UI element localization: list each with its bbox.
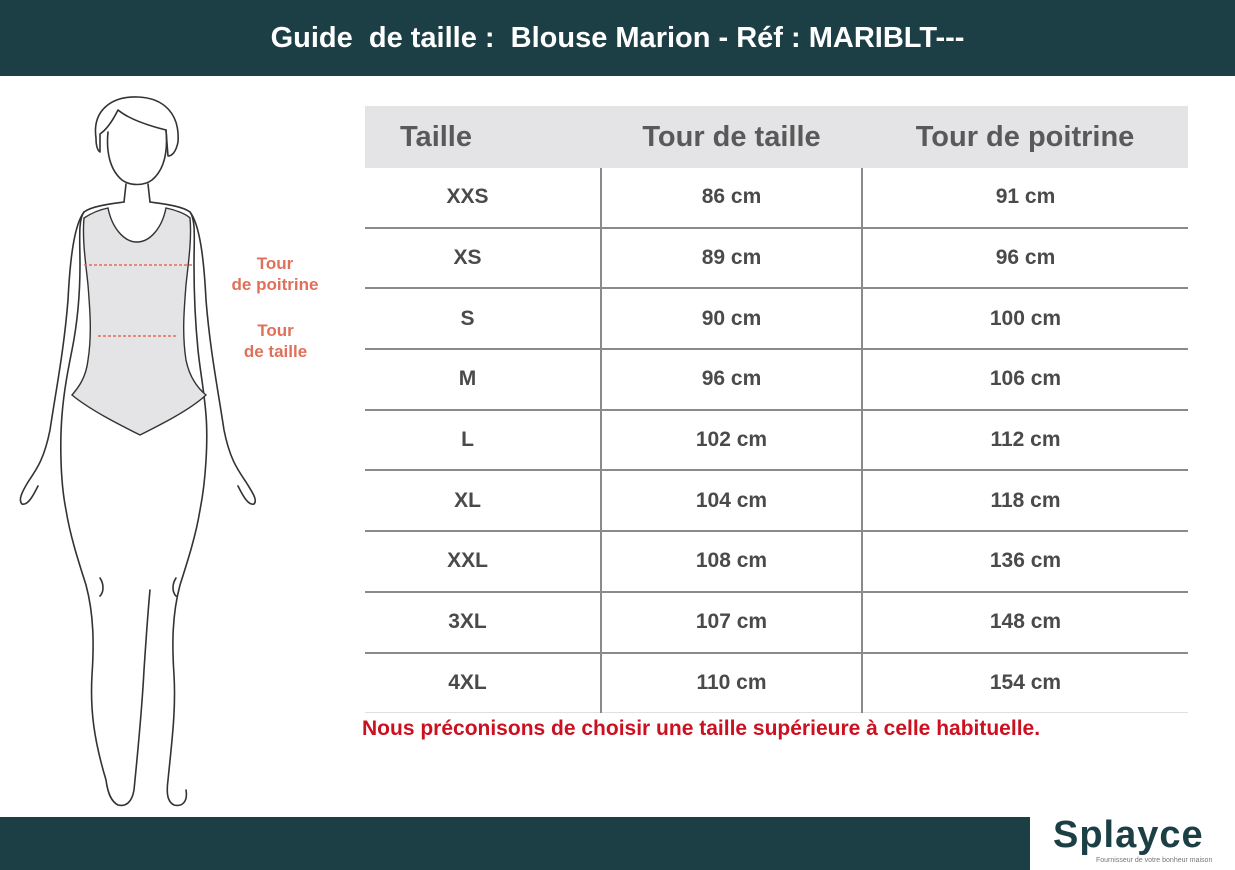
size-cell: XXL (365, 531, 601, 592)
waist-cell: 96 cm (601, 349, 862, 410)
table-row (365, 228, 1188, 289)
size-cell: L (365, 410, 601, 471)
waist-cell: 86 cm (601, 168, 862, 228)
waist-cell: 110 cm (601, 653, 862, 713)
chest-cell: 100 cm (862, 288, 1188, 349)
body-silhouette-figure (0, 90, 340, 815)
size-cell: XXS (365, 168, 601, 228)
table-row (365, 349, 1188, 410)
header-taille: Taille (365, 106, 601, 168)
waist-label: Tour de taille (243, 321, 308, 361)
size-cell: 4XL (365, 653, 601, 713)
waist-cell: 90 cm (601, 288, 862, 349)
size-cell: S (365, 288, 601, 349)
chest-cell: 106 cm (862, 349, 1188, 410)
size-cell: M (365, 349, 601, 410)
table-header-row (365, 106, 1188, 168)
body-silhouette-icon (0, 90, 340, 815)
waist-cell: 107 cm (601, 592, 862, 653)
logo-wordmark: Splayce (1053, 814, 1204, 856)
table-row (365, 653, 1188, 713)
waist-cell: 89 cm (601, 228, 862, 289)
chest-cell: 118 cm (862, 470, 1188, 531)
table-row (365, 410, 1188, 471)
table-row (365, 531, 1188, 592)
page-title: Guide de taille : Blouse Marion - Réf : MARIBLT--- (270, 21, 965, 54)
table-row (365, 168, 1188, 228)
footer-bar (0, 817, 1030, 870)
chest-cell: 112 cm (862, 410, 1188, 471)
splayce-logo (1040, 812, 1235, 870)
size-table (365, 106, 1188, 713)
size-cell: XL (365, 470, 601, 531)
chest-cell: 136 cm (862, 531, 1188, 592)
table-row (365, 592, 1188, 653)
header-tour-de-poitrine: Tour de poitrine (862, 106, 1188, 168)
chest-cell: 91 cm (862, 168, 1188, 228)
waist-cell: 104 cm (601, 470, 862, 531)
header-tour-de-taille: Tour de taille (601, 106, 862, 168)
waist-cell: 108 cm (601, 531, 862, 592)
chest-label: Tour de poitrine (231, 254, 319, 294)
size-cell: XS (365, 228, 601, 289)
size-recommendation-note: Nous préconisons de choisir une taille supérieure à celle habituelle. (362, 717, 1041, 740)
chest-cell: 96 cm (862, 228, 1188, 289)
chest-cell: 148 cm (862, 592, 1188, 653)
chest-cell: 154 cm (862, 653, 1188, 713)
page-header (0, 0, 1235, 76)
table-row (365, 470, 1188, 531)
table-row (365, 288, 1188, 349)
size-cell: 3XL (365, 592, 601, 653)
logo-tagline: Fournisseur de votre bonheur maison (1096, 857, 1213, 864)
waist-cell: 102 cm (601, 410, 862, 471)
